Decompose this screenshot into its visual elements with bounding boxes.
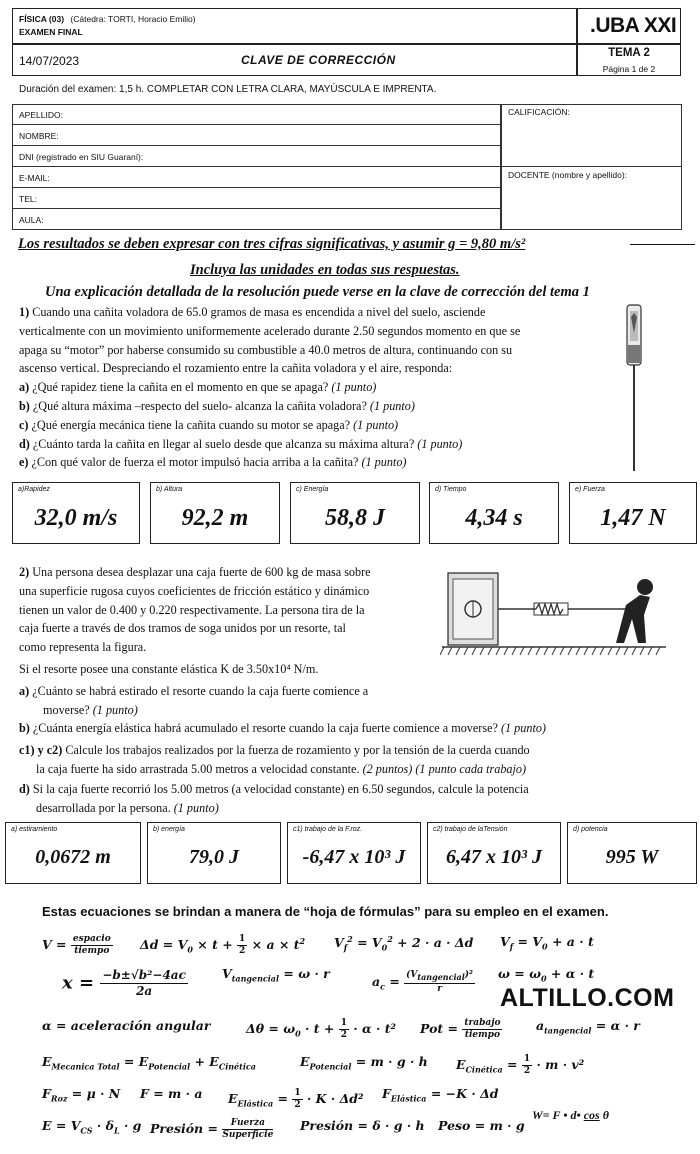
answer-box-trabajo-tension: c2) trabajo de laTensión 6,47 x 10³ J [427,822,561,884]
instruction-rule [630,244,695,245]
question-2-intro: 2) Una persona desea desplazar una caja fuerte de 600 kg de masa sobre una superficie rugosa cuyos coeficientes de fricción estático y dinámico tienen un valor de 0.400 y 0.220 respectivamente. La persona tira de la caja fuerte a través de dos tramos de soga unidos por un resorte, tal como representa la figura. Si el resorte posee una constante elástica K de 3.50x10⁴ N/m. a) ¿Cuánto se habrá estirado el resorte cuando la caja fuerte comience a moverse? (1 punto) [19,565,371,717]
question-1: 1) Cuando una cañita voladora de 65.0 gramos de masa es encendida a nivel del suelo, asciende verticalmente con un movimiento uniformemente acelerado durante 2.50 segundos momento en que se apaga su “motor” por haberse consumido su combustible a 40.0 metros de altura, continuando con su ascenso vertical. Despreciando el rozamiento entre la cañita voladora y el aire, responda: a) ¿Qué rapidez tiene la cañita en el momento en que se apaga? (1 punto) b) ¿Qué altura máxima –respecto del suelo- alcanza la cañita voladora? (1 punto) c) ¿Qué energía mecánica tiene la cañita cuando su motor se apaga? (1 punto) d) ¿Cuánto tarda la cañita en llegar al suelo desde que alcanza su máxima altura? (1 punto) e) ¿Con qué valor de fuerza el motor impulsó hacia arriba a la cañita? (1 punto) [19,305,521,470]
formula-displacement: $\Delta d = V_0 \times t$ + $\frac{1}{2}$ × $a \times t^2$ [140,934,306,956]
nombre-field[interactable]: NOMBRE: [12,125,501,146]
formula-centripetal: $a_c$ = $\frac{(V_{tangencial})^2}{r}$ [372,970,473,994]
formula-torricelli: $V_f^2 = V_0^2 + 2 \cdot a \cdot \Delta d$ [334,934,474,953]
page-number: Página 1 de 2 [602,64,656,74]
answer-value: 4,34 s [465,505,523,531]
formula-angular-acceleration: α = aceleración angular [42,1018,211,1033]
answer-value: 995 W [605,846,659,868]
formula-buoyancy: $E = V_{CS} \cdot \delta_L \cdot g$ [42,1118,142,1136]
answer-box-estiramiento: a) estiramiento 0,0672 m [5,822,141,884]
instruction-sig-figs: Los resultados se deben expresar con tres cifras significativas, y asumir g = 9,80 m/s² [18,236,526,252]
formula-potential-energy: $E_{Potencial} = m \cdot g \cdot h$ [300,1054,428,1072]
formula-elastic-energy: $E_{Elástica}$ = $\frac{1}{2}$ · K · Δd² [228,1088,364,1110]
answer-value: 58,8 J [325,505,385,531]
answer-box-tiempo: d) Tiempo 4,34 s [429,482,559,544]
formula-kinetic-energy: $E_{Cinética}$ = $\frac{1}{2}$ · m · v² [456,1054,585,1076]
answer-box-energia: c) Energía 58,8 J [290,482,420,544]
formula-power: Pot = $\frac{\text{trabajo}}{\text{tiempo}}$ [420,1018,501,1040]
uba-logo: .UBA XXI [590,14,677,37]
apellido-field[interactable]: APELLIDO: [12,104,501,125]
formula-angular-velocity: $\omega = \omega_0 + \alpha \cdot t$ [498,966,595,984]
instruction-units: Incluya las unidades en todas sus respuestas. [190,262,460,278]
exam-type: EXAMEN FINAL [19,27,83,37]
rocket-illustration [622,303,646,473]
answer-box-rapidez: a)Rapidez 32,0 m/s [12,482,140,544]
answer-value: 92,2 m [181,505,249,531]
instruction-explanation: Una explicación detallada de la resolución puede verse en la clave de corrección del tema 1 [45,284,590,300]
docente-label: DOCENTE (nombre y apellido): [508,170,628,180]
formula-elastic-force: $F_{Elástica} = -K \cdot \Delta d$ [382,1086,499,1104]
formula-tangential-acceleration: $a_{tangencial} = \alpha \cdot r$ [536,1018,640,1036]
formula-angular-displacement: $\Delta\theta = \omega_0 \cdot t$ + $\frac{1}{2}$ · α · t² [246,1018,396,1040]
formula-sheet-title: Estas ecuaciones se brindan a manera de “hoja de fórmulas” para su empleo en el examen. [42,904,609,919]
catedra: (Cátedra: TORTI, Horacio Emilio) [70,14,196,24]
formula-friction: $F_{Roz} = \mu \cdot N$ [42,1086,121,1104]
answer-box-fuerza: e) Fuerza 1,47 N [569,482,697,544]
calificacion-box[interactable] [501,104,682,167]
answer-value: 79,0 J [189,846,239,868]
course-line [19,14,196,24]
formula-hydrostatic: Presión = δ · g · h [300,1118,425,1133]
answer-value: 1,47 N [600,505,666,531]
answer-box-trabajo-froz: c1) trabajo de la F.roz. -6,47 x 10³ J [287,822,421,884]
answer-value: 32,0 m/s [34,505,118,531]
docente-box[interactable] [501,167,682,230]
course-name: FÍSICA (03) [19,14,65,24]
duration-line: Duración del examen: 1,5 h. COMPLETAR CON LETRA CLARA, MAYÚSCULA E IMPRENTA. [19,84,437,95]
altillo-watermark: ALTILLO.COM [500,984,675,1012]
answer-value: 6,47 x 10³ J [446,846,542,868]
tel-field[interactable]: TEL: [12,188,501,209]
answer-value: -6,47 x 10³ J [302,846,406,868]
formula-quadratic: x = $\frac{\text{−b±√b²−4ac}}{2a}$ [62,968,186,998]
formula-newton: F = m · a [140,1086,203,1101]
dni-field[interactable]: DNI (registrado en SIU Guaraní): [12,146,501,167]
page-title: CLAVE DE CORRECCIÓN [241,53,396,67]
safe-spring-illustration [440,565,668,677]
answer-box-potencia: d) potencia 995 W [567,822,697,884]
question-2-rest: b) ¿Cuánta energía elástica habrá acumulado el resorte cuando la caja fuerte comience a moverse? (1 punto) c1) y c2) Calcule los trabajos realizados por la fuerza de rozamiento y por la tensión de la cuerda cuando la caja fuerte ha sido arrastrada 5.00 metros a velocidad constante. (2 puntos) (1 punto cada trabajo) d) Si la caja fuerte recorrió los 5.00 metros (a velocidad constante) en 6.50 segundos, calcule la potencia desarrollada por la persona. (1 punto) [19,721,546,816]
tema: TEMA 2 [608,47,650,59]
formula-weight: Peso = m · g [438,1118,525,1133]
formula-velocity: V = $\frac{\text{espacio}}{\text{tiempo}}$ [42,934,111,956]
aula-field[interactable]: AULA: [12,209,501,230]
formula-tangential-velocity: $V_{tangencial} = \omega \cdot r$ [222,966,330,984]
calificacion-label: CALIFICACIÓN: [508,107,570,117]
formula-pressure: Presión = $\frac{\text{Fuerza}}{\text{Superficie}}$ [150,1118,274,1140]
formula-mechanical-energy: $E_{Mecanica Total} = E_{Potencial} + E_{Cinética}$ [42,1054,256,1072]
email-field[interactable]: E-MAIL: [12,167,501,188]
exam-date: 14/07/2023 [19,54,80,68]
formula-final-velocity: $V_f = V_0 + a \cdot t$ [500,934,594,952]
formula-work: W= F • d• cos θ [532,1108,609,1122]
answer-value: 0,0672 m [35,846,111,868]
answer-box-altura: b) Altura 92,2 m [150,482,280,544]
answer-box-energia-elastica: b) energía 79,0 J [147,822,281,884]
